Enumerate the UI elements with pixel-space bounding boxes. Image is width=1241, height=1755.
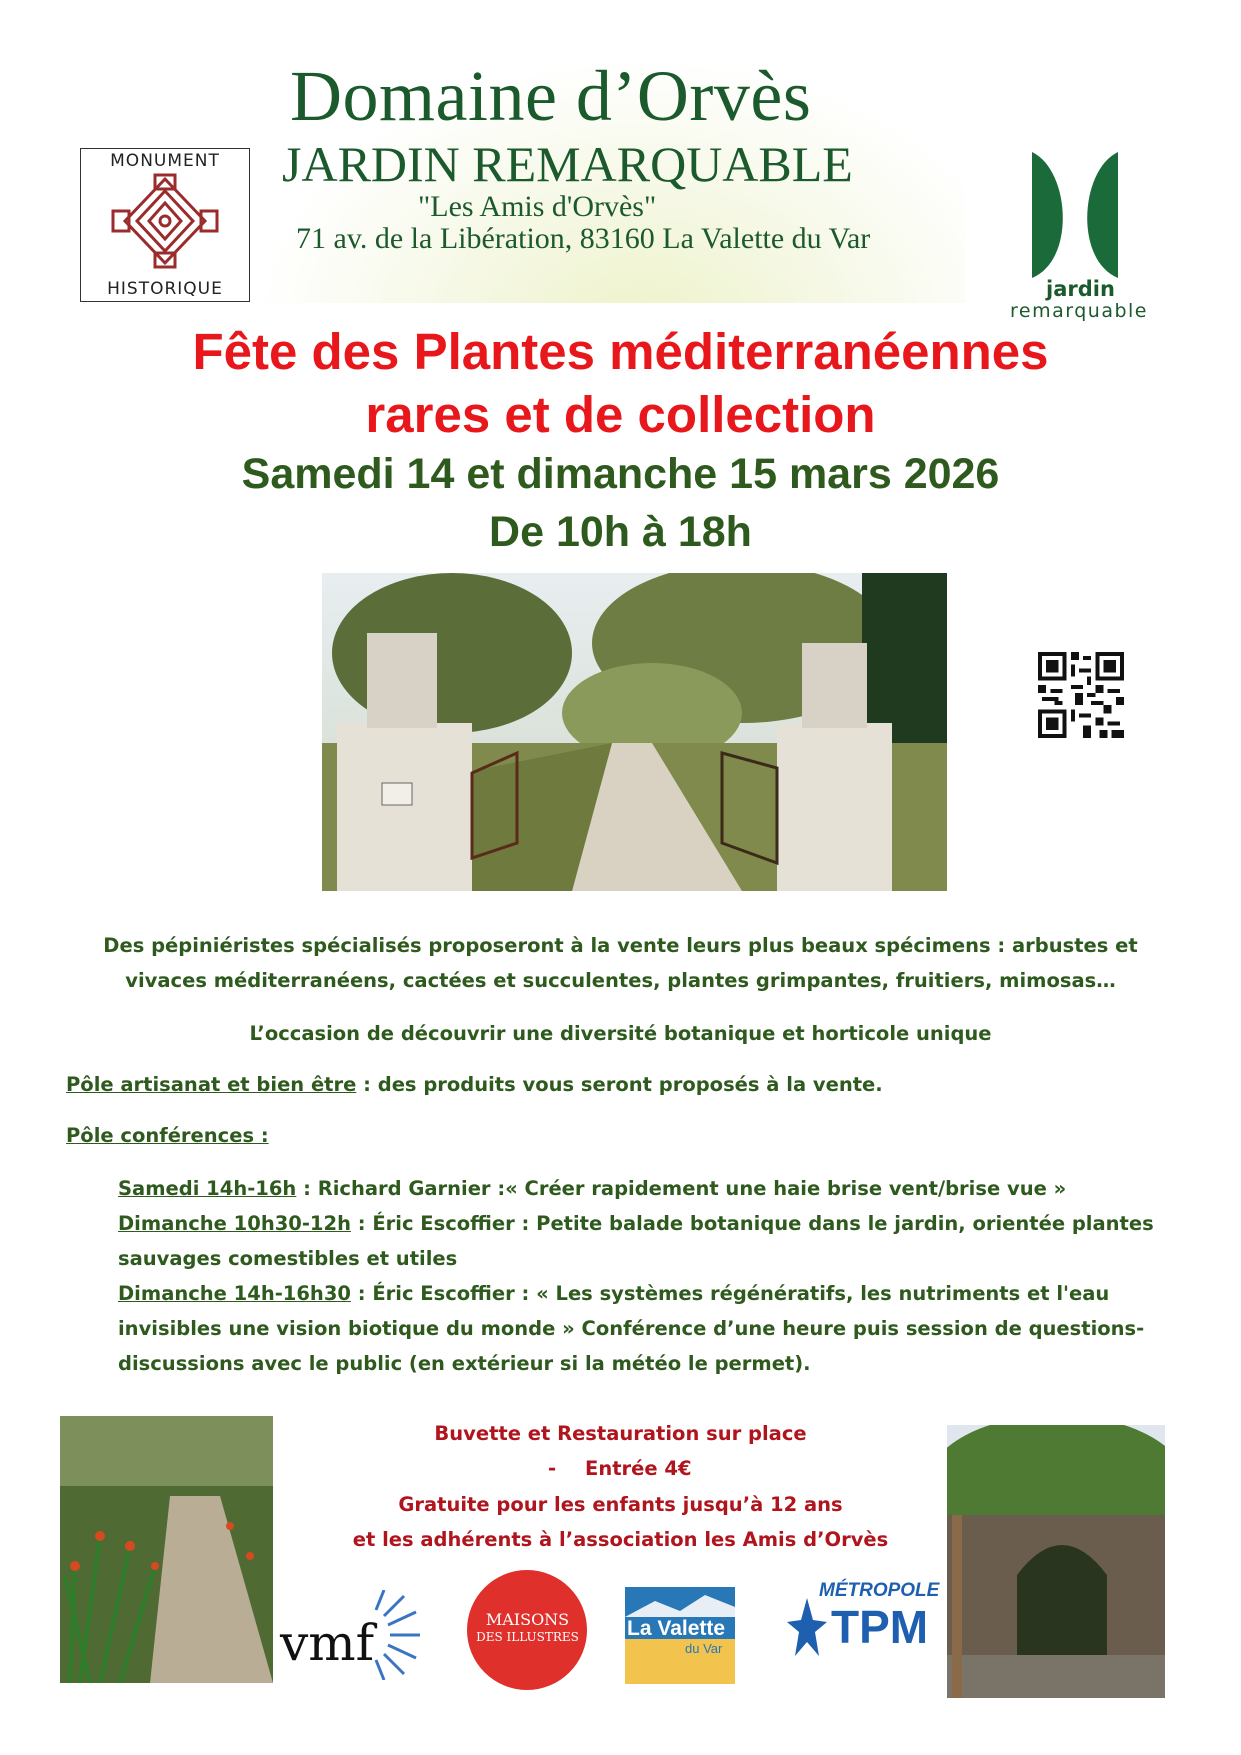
conference-item (118, 1276, 1178, 1381)
conference-text: : Richard Garnier :« Créer rapidement une haie brise vent/brise vue » (296, 1177, 1067, 1200)
event-title-line1: Fête des Plantes méditerranéennes (192, 323, 1049, 380)
pole-conferences-label: Pôle conférences : (66, 1124, 269, 1147)
domaine-title: Domaine d’Orvès (290, 56, 812, 136)
intro-line1: Des pépiniéristes spécialisés proposeront à la vente leurs plus beaux spécimens : arbustes et (103, 934, 1138, 957)
pole-artisanat-label: Pôle artisanat et bien être (66, 1073, 357, 1096)
address: 71 av. de la Libération, 83160 La Valette du Var (296, 222, 871, 255)
conference-item (118, 1206, 1178, 1276)
maisons-des-illustres-logo (465, 1568, 590, 1693)
garden-path-photo (60, 1416, 273, 1683)
buvette-text: Buvette et Restauration sur place (434, 1422, 807, 1445)
maisons-line2: DES ILLUSTRES (476, 1630, 579, 1644)
association-name: "Les Amis d'Orvès" (418, 190, 657, 223)
conference-when: Dimanche 10h30-12h (118, 1212, 351, 1235)
la-valette-logo (625, 1587, 735, 1684)
star-icon (787, 1598, 827, 1658)
jardin-remarquable-logo (1010, 150, 1160, 325)
historique-label: HISTORIQUE (107, 279, 223, 299)
monument-label: MONUMENT (110, 151, 220, 171)
event-title-line2: rares et de collection (365, 386, 876, 443)
entrance-photo (322, 573, 947, 891)
entree-price: Entrée 4€ (585, 1457, 692, 1480)
conference-text: : Éric Escoffier : « Les systèmes régénératifs, les nutriments et l'eau invisibles une vision biotique du monde » Conférence d’une heure puis session de questions-discussions avec le public (en extérieur si la météo le permet). (118, 1282, 1145, 1375)
garden-gate-photo (947, 1425, 1165, 1698)
tpm-text: TPM (831, 1601, 929, 1653)
maisons-line1: MAISONS (485, 1610, 570, 1629)
pole-artisanat (66, 1073, 883, 1096)
conference-when: Dimanche 14h-16h30 (118, 1282, 351, 1305)
vmf-logo (280, 1590, 430, 1680)
conference-when: Samedi 14h-16h (118, 1177, 297, 1200)
event-hours: De 10h à 18h (489, 508, 752, 556)
metropole-tpm-logo (787, 1580, 940, 1670)
monument-historique-logo (80, 148, 250, 302)
entree-dash: - (548, 1457, 557, 1480)
occasion-text: L’occasion de découvrir une diversité botanique et horticole unique (249, 1022, 992, 1045)
pole-artisanat-text: : des produits vous seront proposés à la vente. (356, 1073, 883, 1096)
jardin-word: jardin (1046, 277, 1115, 301)
qr-code[interactable] (1038, 652, 1124, 738)
remarquable-word: remarquable (1010, 300, 1148, 322)
vmf-text: vmf (280, 1614, 375, 1672)
conference-item (118, 1171, 1178, 1206)
labyrinth-icon (111, 173, 219, 273)
gratuite-text: Gratuite pour les enfants jusqu’à 12 ans (398, 1493, 843, 1516)
adherents-text: et les adhérents à l’association les Amis d’Orvès (352, 1528, 889, 1551)
intro-line2: vivaces méditerranéens, cactées et succulentes, plantes grimpantes, fruitiers, mimosas… (125, 969, 1116, 992)
jardin-remarquable-title: JARDIN REMARQUABLE (282, 136, 853, 192)
metropole-text: MÉTROPOLE (819, 1580, 940, 1601)
conference-text: : Éric Escoffier : Petite balade botanique dans le jardin, orientée plantes sauvages comestibles et utiles (118, 1212, 1154, 1270)
la-valette-text: La Valette (627, 1617, 726, 1640)
event-date: Samedi 14 et dimanche 15 mars 2026 (241, 450, 1000, 498)
du-var-text: du Var (685, 1641, 723, 1656)
jardin-remarquable-icon (1030, 150, 1130, 290)
